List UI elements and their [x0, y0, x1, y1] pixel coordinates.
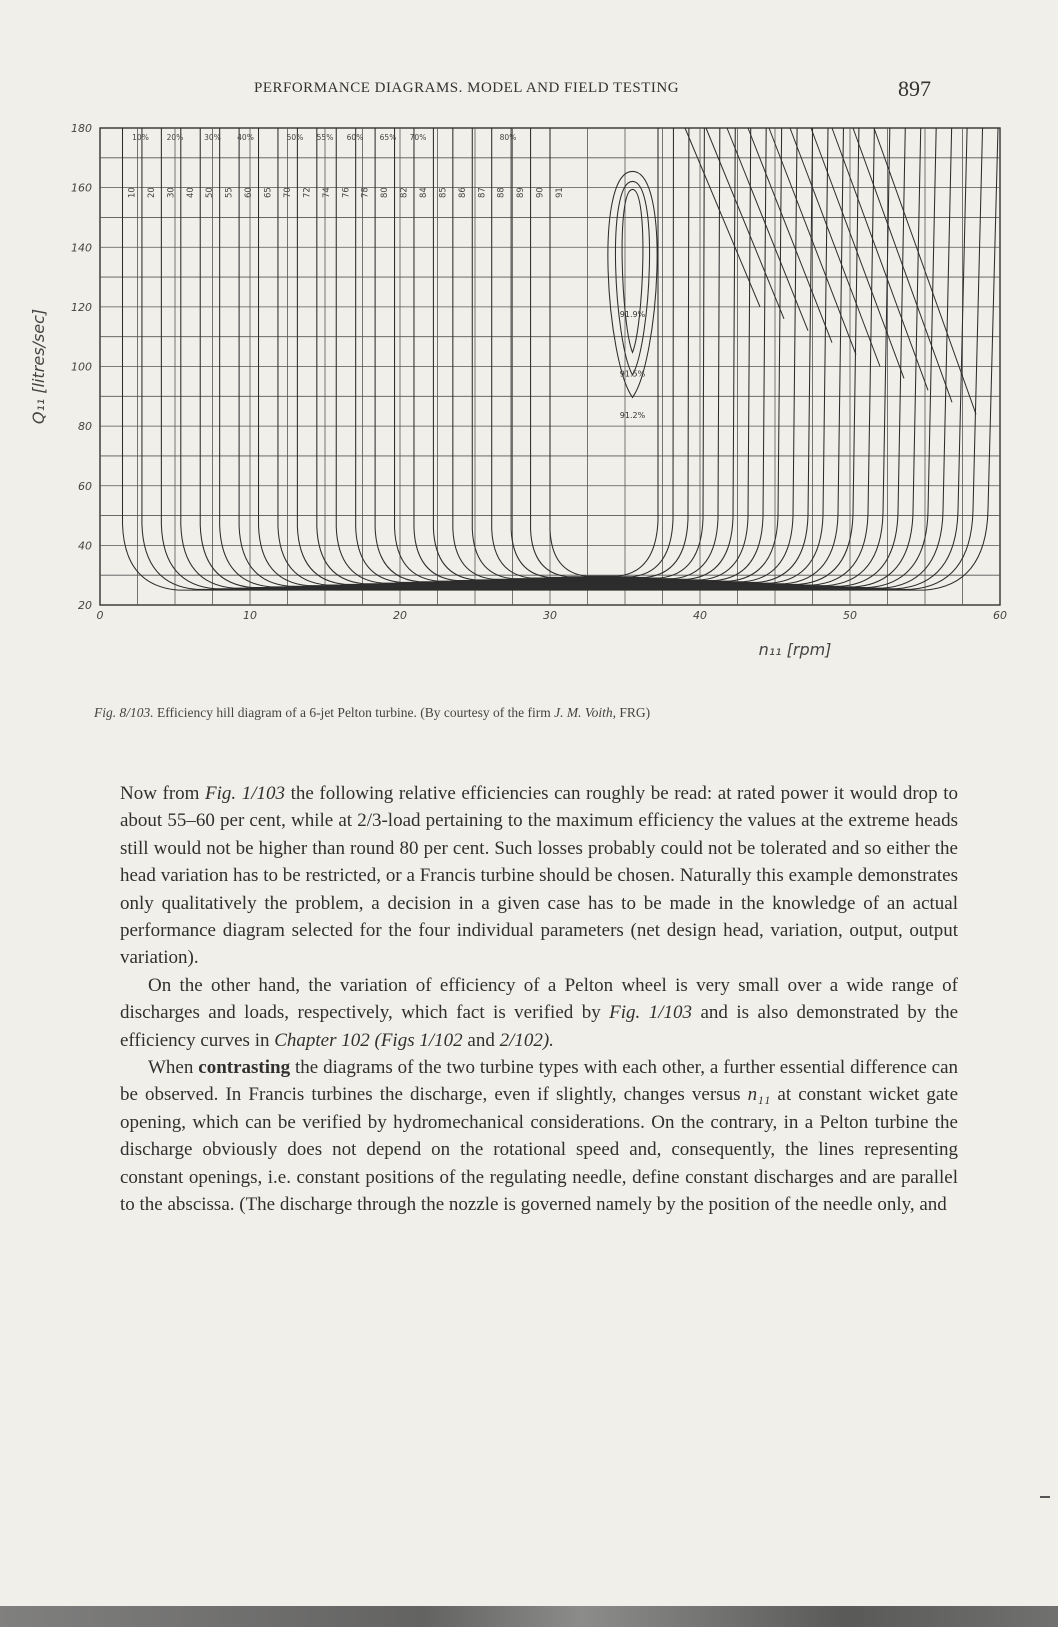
figure-svg [0, 110, 1058, 690]
y-tick-label: 180 [71, 122, 92, 135]
opening-percent-label: 30% [204, 133, 221, 142]
opening-percent-label: 80% [499, 133, 517, 142]
p2-fig-ref: Fig. 1/103 [609, 1002, 693, 1024]
efficiency-hill-diagram [0, 110, 1058, 690]
efficiency-value-label: 91 [555, 187, 565, 198]
y-tick-label: 40 [78, 539, 92, 553]
efficiency-iso-line [748, 128, 832, 343]
x-tick-label: 40 [693, 609, 707, 622]
efficiency-value-label: 86 [457, 187, 468, 198]
opening-percent-label: 20% [166, 133, 184, 142]
p3-n11: n₁₁ [747, 1084, 771, 1106]
efficiency-value-label: 20 [146, 187, 157, 198]
efficiency-value-label: 30 [166, 187, 177, 198]
p2-chapter-ref: Chapter 102 (Figs 1/102 [274, 1029, 463, 1051]
p2-text-c: and [467, 1029, 495, 1051]
opening-percent-label: 50% [286, 133, 304, 142]
efficiency-value-label: 78 [360, 187, 371, 198]
p2-text-b: and is also demonstrated by the efficiency curves in [120, 1002, 959, 1051]
peak-efficiency-label: 91.5% [619, 369, 646, 379]
efficiency-value-label: 84 [418, 187, 429, 198]
efficiency-value-label: 80 [380, 187, 391, 198]
p3-text-b: the diagrams of the two turbine types with each other, a further essential difference can be observed. In Francis turbines the discharge, even if slightly, changes versus [120, 1057, 959, 1106]
efficiency-iso-line [832, 128, 928, 390]
opening-percent-label: 55% [316, 133, 334, 142]
y-axis-label: Q₁₁ [litres/sec] [29, 308, 48, 425]
peak-efficiency-island [615, 181, 649, 375]
y-tick-label: 120 [71, 300, 92, 314]
efficiency-iso-line [472, 128, 720, 579]
opening-percent-label: 10% [132, 133, 149, 142]
efficiency-value-label: 65 [263, 187, 274, 198]
p1-text-b: the following relative efficiencies can roughly be read: at rated power it would drop to about 55–60 per cent, while at 2/3-load pertaining to the maximum efficiency the values at the extreme heads still would not be higher than round 80 per cent. Such losses probably could not be tolerated and so either the head variation has to be restricted, or a Francis turbine should be chosen. Naturally this example demonstrates only qualitatively the problem, a decision in a given case has to be made in the knowledge of an actual performance diagram selected for the four individual parameters (net design head, variation, output, output variation). [120, 783, 959, 969]
page-number: 897 [898, 76, 931, 101]
p1-fig-ref: Fig. 1/103 [205, 783, 286, 804]
paragraph-2 [120, 972, 958, 1054]
efficiency-value-label: 85 [438, 187, 449, 198]
peak-efficiency-label: 91.2% [619, 411, 646, 421]
efficiency-iso-line [706, 128, 784, 319]
opening-percent-label: 65% [379, 133, 397, 142]
x-tick-label: 10 [243, 609, 257, 622]
caption-country: FRG) [619, 705, 651, 720]
efficiency-iso-line [531, 128, 674, 577]
efficiency-value-label: 55 [224, 187, 235, 198]
efficiency-iso-line [239, 128, 905, 586]
x-tick-label: 60 [993, 609, 1007, 622]
efficiency-value-label: 70 [282, 187, 293, 198]
margin-mark [1040, 1496, 1050, 1498]
efficiency-iso-line [853, 128, 952, 402]
paragraph-1 [120, 780, 958, 972]
efficiency-value-label: 50 [205, 187, 216, 198]
p2-fig-ref-2: 2/102). [499, 1029, 554, 1051]
p3-text-c: at constant wicket gate opening, which can be verified by hydromechanical considerations. On the contrary, in a Pelton turbine the discharge obviously does not depend on the rotational speed and, consequently, the lines representing constant openings, i.e. constant positions of the regulating needle, define constant discharges and are parallel to the abscissa. (The discharge through the nozzle is governed namely by the position of the needle only, and [120, 1084, 959, 1216]
efficiency-iso-line [453, 128, 735, 579]
efficiency-value-label: 72 [302, 187, 313, 198]
peak-efficiency-label: 91.9% [619, 309, 646, 319]
y-tick-label: 160 [71, 181, 92, 195]
x-axis-label: n₁₁ [rpm] [758, 640, 832, 659]
figure-caption [94, 705, 994, 721]
caption-firm: J. M. Voith, [554, 705, 617, 720]
x-tick-label: 50 [843, 609, 857, 622]
efficiency-value-label: 88 [496, 187, 507, 198]
opening-percent-label: 40% [237, 133, 254, 142]
opening-percent-label: 70% [409, 133, 427, 142]
paragraph-3 [120, 1054, 958, 1218]
body-text [120, 780, 958, 1219]
p2-text-a: On the other hand, the variation of efficiency of a Pelton wheel is very small over a wide range of discharges and loads, respectively, which fact is verified by [120, 974, 958, 1024]
efficiency-iso-line [181, 128, 952, 588]
p3-text-a: When [148, 1057, 194, 1079]
scan-edge [0, 1606, 1058, 1627]
efficiency-value-label: 82 [399, 187, 410, 198]
caption-text: Efficiency hill diagram of a 6-jet Pelton turbine. (By courtesy of the firm [157, 705, 551, 720]
x-tick-label: 0 [96, 609, 104, 622]
caption-fig-label: Fig. 8/103. [94, 705, 154, 720]
y-tick-label: 80 [78, 420, 92, 434]
y-tick-label: 20 [78, 599, 92, 612]
efficiency-value-label: 60 [244, 187, 255, 198]
efficiency-value-label: 90 [535, 187, 546, 198]
efficiency-value-label: 74 [321, 187, 332, 198]
efficiency-iso-line [550, 128, 658, 576]
y-tick-label: 140 [71, 241, 92, 255]
page-header [0, 76, 1058, 104]
x-tick-label: 30 [543, 609, 557, 622]
opening-percent-label: 60% [346, 133, 364, 142]
p1-text-a: Now from [120, 783, 200, 804]
efficiency-value-label: 76 [341, 187, 352, 198]
efficiency-value-label: 87 [477, 187, 488, 198]
efficiency-value-label: 40 [185, 187, 196, 198]
running-head: PERFORMANCE DIAGRAMS. MODEL AND FIELD TESTING [254, 80, 680, 96]
y-tick-label: 100 [71, 360, 92, 374]
efficiency-value-label: 10 [127, 187, 138, 198]
peak-efficiency-island [608, 171, 657, 397]
x-tick-label: 20 [393, 609, 407, 622]
efficiency-value-label: 89 [516, 187, 527, 198]
y-tick-label: 60 [78, 479, 92, 493]
p3-bold: contrasting [198, 1057, 291, 1079]
